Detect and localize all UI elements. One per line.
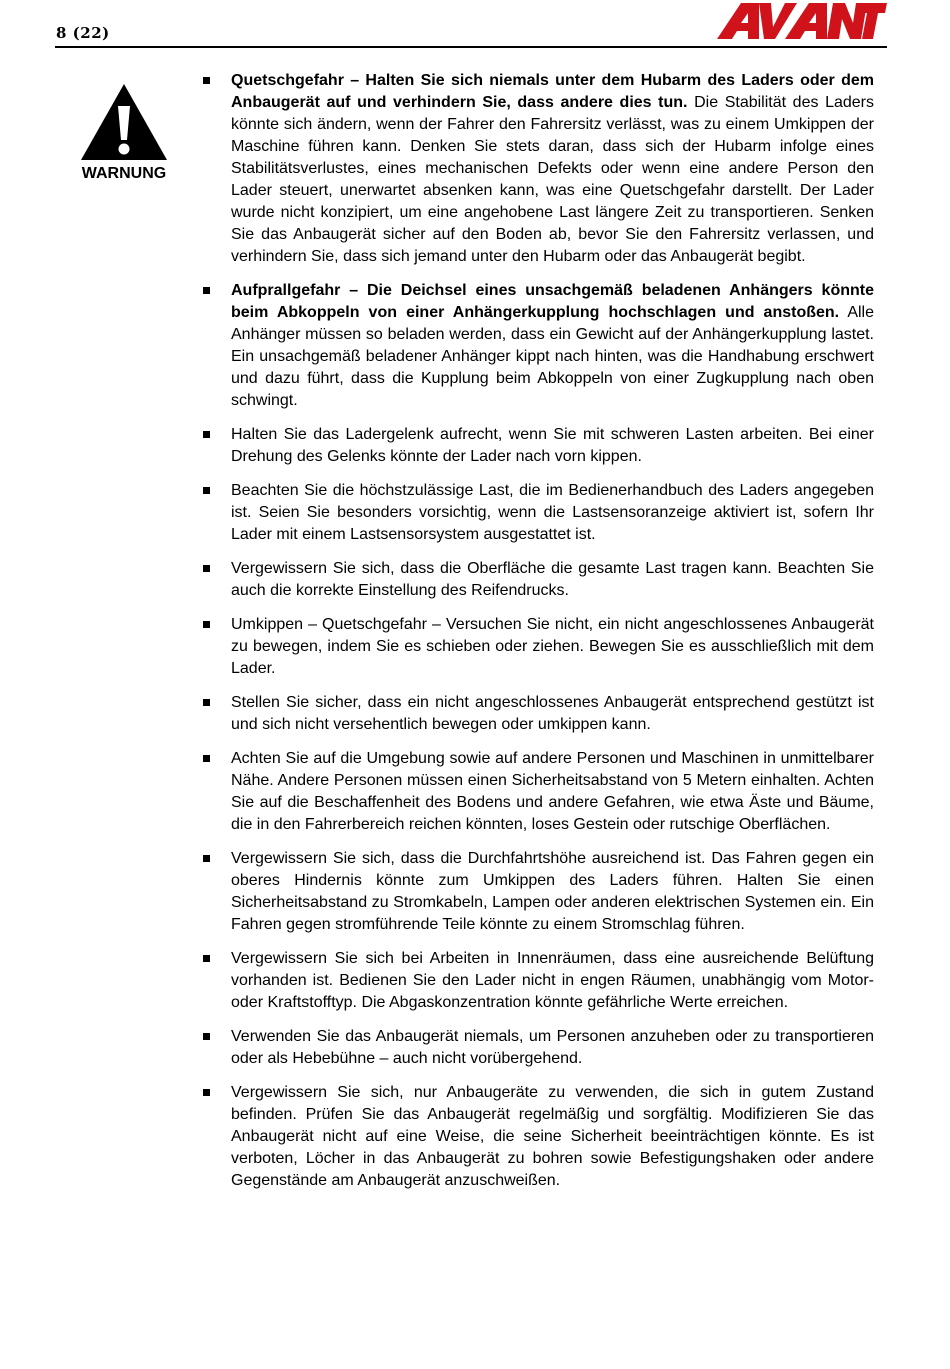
page-header [55, 0, 887, 48]
page-number: 8 (22) [56, 24, 110, 42]
bullet-icon [203, 431, 210, 438]
warning-box [76, 82, 172, 192]
list-item [202, 948, 874, 1014]
bullet-icon [203, 755, 210, 762]
item-text: Achten Sie auf die Umgebung sowie auf andere Personen und Maschinen in unmittelbarer Nähe. Andere Personen müssen einen Sicherheitsabstand von 5 Metern einhalten. Achten Sie auf die Beschaffenheit des Bodens und andere Gefahren, wie etwa Äste und Bäume, die in den Fahrerbereich reichen könnten, loses Gestein oder rutschige Oberflächen. [231, 750, 874, 833]
item-bold: Quetschgefahr – Halten Sie sich niemals unter dem Hubarm des Laders oder dem Anbaugerät auf und verhindern Sie, dass andere dies tun. [231, 72, 874, 111]
list-item [202, 692, 874, 736]
bullet-icon [203, 77, 210, 84]
bullet-icon [203, 1033, 210, 1040]
safety-list [202, 70, 874, 1204]
bullet-icon [203, 487, 210, 494]
list-item [202, 424, 874, 468]
item-text: Halten Sie das Ladergelenk aufrecht, wenn Sie mit schweren Lasten arbeiten. Bei einer Drehung des Gelenks könnte der Lader nach vorn kippen. [231, 426, 874, 465]
bullet-icon [203, 287, 210, 294]
list-item [202, 1026, 874, 1070]
bullet-icon [203, 1089, 210, 1096]
item-text: Umkippen – Quetschgefahr – Versuchen Sie nicht, ein nicht angeschlossenes Anbaugerät zu bewegen, indem Sie es schieben oder ziehen. Bewegen Sie es ausschließlich mit dem Lader. [231, 616, 874, 677]
item-text: Die Stabilität des Laders könnte sich ändern, wenn der Fahrer den Fahrersitz verlässt, was zu einem Umkippen der Maschine führen kann. Denken Sie stets daran, dass sich der Hubarm infolge eines Stabilitätsverlustes, eines mechanischen Defekts oder wenn eine andere Person den Lader steuert, unerwartet absenken kann, was eine Quetschgefahr darstellt. Der Lader wurde nicht konzipiert, um eine angehobene Last längere Zeit zu transportieren. Senken Sie das Anbaugerät sicher auf den Boden ab, bevor Sie den Fahrersitz verlassen, und verhindern Sie, dass sich jemand unter den Hubarm oder das Anbaugerät begibt. [231, 94, 874, 265]
item-bold: Aufprallgefahr – Die Deichsel eines unsachgemäß beladenen Anhängers könnte beim Abkoppeln von einer Anhängerkupplung hochschlagen und anstoßen. [231, 282, 874, 321]
warning-triangle-icon [79, 82, 169, 162]
list-item [202, 848, 874, 936]
bullet-icon [203, 699, 210, 706]
list-item [202, 748, 874, 836]
bullet-icon [203, 621, 210, 628]
bullet-icon [203, 855, 210, 862]
item-text: Vergewissern Sie sich bei Arbeiten in Innenräumen, dass eine ausreichende Belüftung vorhanden ist. Bedienen Sie den Lader nicht in engen Räumen, unabhängig vom Motor- oder Kraftstofftyp. Die Abgaskonzentration könnte gefährliche Werte erreichen. [231, 950, 874, 1011]
item-text: Beachten Sie die höchstzulässige Last, die im Bedienerhandbuch des Laders angegeben ist. Seien Sie besonders vorsichtig, wenn die Lastsensoranzeige aktiviert ist, sofern Ihr Lader mit einem Lastsensorsystem ausgestattet ist. [231, 482, 874, 543]
item-text: Vergewissern Sie sich, dass die Oberfläche die gesamte Last tragen kann. Beachten Sie auch die korrekte Einstellung des Reifendrucks. [231, 560, 874, 599]
list-item [202, 70, 874, 268]
list-item [202, 558, 874, 602]
item-text: Vergewissern Sie sich, nur Anbaugeräte zu verwenden, die sich in gutem Zustand befinden. Prüfen Sie das Anbaugerät regelmäßig und sorgfältig. Modifizieren Sie das Anbaugerät nicht auf eine Weise, die seine Sicherheit beeinträchtigen könnte. Es ist verboten, Löcher in das Anbaugerät zu bohren sowie Befestigungshaken oder andere Gegenstände am Anbaugerät anzuschweißen. [231, 1084, 874, 1189]
list-item [202, 280, 874, 412]
item-text: Vergewissern Sie sich, dass die Durchfahrtshöhe ausreichend ist. Das Fahren gegen ein oberes Hindernis könnte zum Umkippen des Laders führen. Halten Sie einen Sicherheitsabstand zu Stromkabeln, Lampen oder anderen elektrischen Systemen ein. Ein Fahren gegen stromführende Teile könnte zu einem Stromschlag führen. [231, 850, 874, 933]
item-text: Verwenden Sie das Anbaugerät niemals, um Personen anzuheben oder zu transportieren oder als Hebebühne – auch nicht vorübergehend. [231, 1028, 874, 1067]
item-text: Stellen Sie sicher, dass ein nicht angeschlossenes Anbaugerät entsprechend gestützt ist und sich nicht versehentlich bewegen oder umkippen kann. [231, 694, 874, 733]
list-item [202, 1082, 874, 1192]
bullet-icon [203, 955, 210, 962]
warning-label: WARNUNG [81, 165, 167, 182]
item-text: Alle Anhänger müssen so beladen werden, dass ein Gewicht auf der Anhängerkupplung lastet. Ein unsachgemäß beladener Anhänger kippt nach hinten, was die Handhabung erschwert und dazu führt, dass die Kupplung beim Abkoppeln von einer Zugkupplung nach oben schwingt. [231, 304, 874, 409]
bullet-icon [203, 565, 210, 572]
svg-text:®: ® [881, 6, 886, 12]
list-item [202, 480, 874, 546]
list-item [202, 614, 874, 680]
avant-logo [715, 1, 887, 41]
